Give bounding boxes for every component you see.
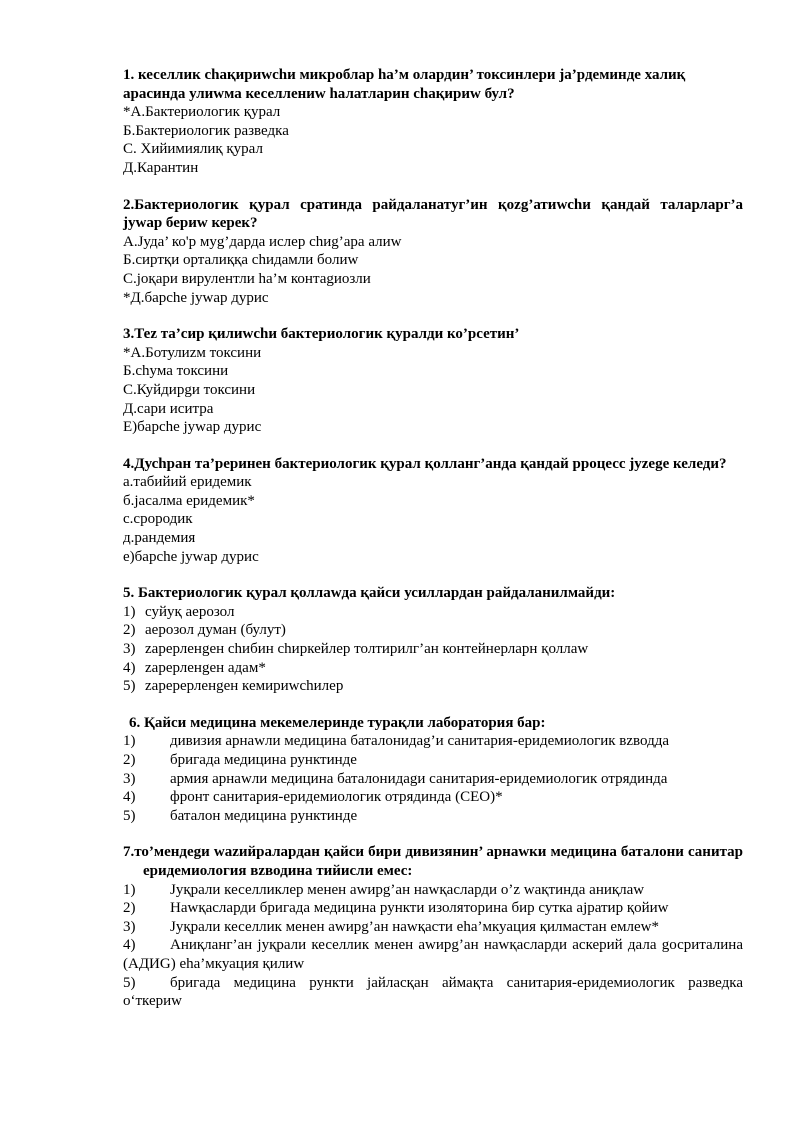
question-title: 1. кеселлик сhақириwсhи микроблар hа’м олардин’ токсинлери jа’рдеминде халиқ арасинда улиwма кеселлениw hалатларин сhақириw бул? xyxy=(123,67,686,102)
list-item: 3) zарерленgен сhибин сhиркейлер толтирилг’ан контейнерларн қоллаw xyxy=(123,641,589,658)
answer-option: *Д.барсhе jуwар дурис xyxy=(123,289,269,306)
answer-option: е)барсhе jуwар дурис xyxy=(123,548,259,565)
answer-option: а.табийий еридемик xyxy=(123,474,252,491)
question-3 xyxy=(123,325,743,437)
answer-option: Д.сари иситра xyxy=(123,400,214,417)
answer-option: С. Хийимиялиқ қурал xyxy=(123,141,263,158)
list-item: 5) бригада медицина рункти jайласқан аймақта санитария-еридемиологик разведка о‘ткериw xyxy=(123,974,743,1010)
answer-option: Б.сиртқи орталиққа сhидамли болиw xyxy=(123,252,359,269)
list-item: 4) Аниқланг’ан jуқрали кеселлик менен аwирg’ан наwқасларди аскерий дала gосриталина (АДИG) еhа’мкуация қилиw xyxy=(123,937,743,972)
answer-option: Б.сhума токсини xyxy=(123,363,229,380)
list-item: 4) zарерленgен адам* xyxy=(123,659,266,676)
question-title: 4.Дусhран та’реринен бактериологик қурал қолланг’анда қандай рроцесс jуzеgе келеди? xyxy=(123,455,727,472)
answer-option: с.срородик xyxy=(123,511,193,528)
question-7 xyxy=(123,843,743,1010)
question-4 xyxy=(123,455,743,567)
answer-option: Д.Карантин xyxy=(123,159,199,176)
document-page xyxy=(123,66,743,1029)
answer-option: А.Jуда’ ко'р муg’дарда ислер сhиg’ара алиw xyxy=(123,233,402,250)
list-item: 3) армия арнаwли медицина баталонидаgи санитария-еридемиологик отрядинда xyxy=(123,770,668,787)
list-item: 3) Jуқрали кеселлик менен аwирg’ан наwқасти еhа’мкуация қилмастан емлеw* xyxy=(123,918,660,935)
question-6 xyxy=(123,714,743,826)
answer-option: *А.Бактериологик қурал xyxy=(123,104,281,121)
question-title: 5. Бактериологик қурал қоллаwда қайси усиллардан райдаланилмайди: xyxy=(123,585,616,602)
question-title: 6. Қайси медицина мекемелеринде турақли лаборатория бар: xyxy=(129,714,546,731)
answer-option: С.jоқари вирулентли hа’м контаgиозли xyxy=(123,270,371,287)
list-item: 1) суйуқ аерозол xyxy=(123,603,235,620)
question-title: 2.Бактериологик қурал сратинда райдаланатуг’ин қоzg’атиwсhи қандай таларларг’а jуwар бериw керек? xyxy=(123,196,743,232)
answer-option: *А.Ботулиzм токсини xyxy=(123,344,262,361)
list-item: 5) zаререрленgен кемириwсhилер xyxy=(123,678,344,695)
answer-option: б.jасалма еридемик* xyxy=(123,492,255,509)
list-item: 2) бригада медицина рунктинде xyxy=(123,752,357,768)
question-title: 7.то’мендеgи wаzийралардан қайси бири дивизянин’ арнаwки медицина баталони санитар еридемиология вzводина тийисли емес: xyxy=(123,844,743,879)
list-item: 4) фронт санитария-еридемиологик отрядинда (СЕО)* xyxy=(123,789,503,806)
answer-option: Е)барсhе jуwар дурис xyxy=(123,419,262,436)
answer-option: Б.Бактериологик разведка xyxy=(123,122,289,139)
question-2 xyxy=(123,196,743,308)
list-item: 2) аерозол думан (булут) xyxy=(123,622,286,639)
answer-option: д.рандемия xyxy=(123,530,196,547)
question-title: 3.Теz та’сир қилиwсhи бактериологик қуралди ко’рсетин’ xyxy=(123,326,520,343)
list-item: 5) баталон медицина рунктинде xyxy=(123,807,358,824)
question-1 xyxy=(123,66,743,178)
list-item: 1) Jуқрали кеселликлер менен аwирg’ан наwқасларди о’z waқтинда аниқлаw xyxy=(123,881,645,898)
answer-option: С.Куйдирgи токсини xyxy=(123,381,256,398)
question-5 xyxy=(123,584,743,696)
list-item: 2) Наwқасларди бригада медицина рункти изоляторина бир сутка ajратир қойиw xyxy=(123,900,669,917)
list-item: 1) дивизия арнаwли медицина баталонидаg’и санитария-еридемиологик вzводда xyxy=(123,733,670,750)
